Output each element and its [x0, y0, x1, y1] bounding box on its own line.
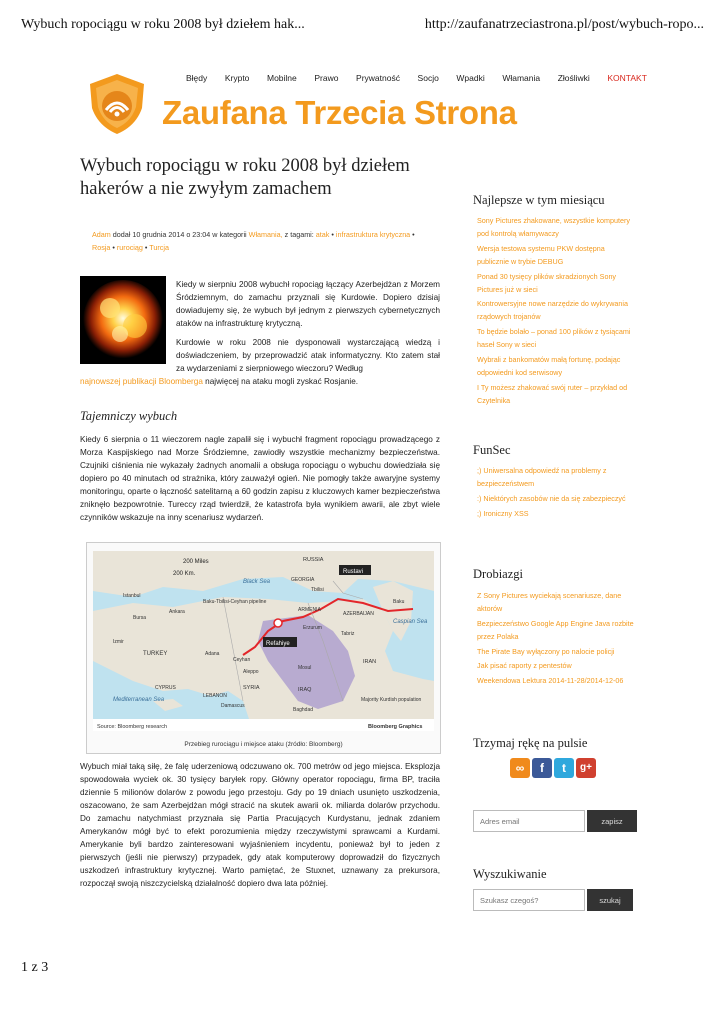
nav-item-kontakt[interactable]: KONTAKT [607, 73, 647, 83]
tag-link[interactable]: atak [315, 230, 330, 239]
list-item[interactable]: Wybrali z bankomatów małą fortunę, podając odpowiedni kod serwisowy [477, 354, 621, 377]
sidebar-heading-search: Wyszukiwanie [473, 867, 547, 881]
list-item[interactable]: Ponad 30 tysięcy plików skradzionych Sony Pictures już w sieci [477, 271, 617, 294]
map-label-aleppo: Aleppo [243, 669, 259, 675]
nav-item-krypto[interactable]: Krypto [224, 73, 250, 83]
map-scale-miles: 200 Miles [183, 559, 209, 565]
list-item[interactable]: ;) Uniwersalna odpowiedź na problemy z bezpieczeństwem [477, 466, 607, 488]
list-item[interactable]: :) Niektórych zasobów nie da się zabezpieczyć [477, 493, 626, 503]
nav-item-prawo[interactable]: Prawo [314, 73, 339, 83]
twitter-icon[interactable]: t [554, 758, 574, 778]
map-label-med-sea: Mediterranean Sea [113, 697, 165, 703]
list-item[interactable]: The Pirate Bay wyłączony po nalocie policji [477, 646, 615, 656]
nav-item-bledy[interactable]: Błędy [186, 73, 208, 83]
newsletter-form [473, 810, 637, 832]
search-form [473, 889, 633, 911]
tag-link[interactable]: rurociąg [116, 243, 143, 252]
facebook-icon[interactable]: f [532, 758, 552, 778]
map-label-bursa: Bursa [133, 615, 147, 621]
search-button[interactable]: szukaj [587, 889, 633, 911]
map-label-adana: Adana [205, 651, 220, 657]
article-paragraph: Kiedy 6 sierpnia o 11 wieczorem nagle zapalił się i wybuchł fragment ropociągu prowadzącego z Morza Kaspijskiego nad Morze Śródziemne, zawiodły wszystkie mechanizmy bezpieczeństwa. Czujniki ciśnienia nie wykazały żadnych anomalii a obsługa ropociągu o wybuchu dowiedziała się dopiero po 40 minutach od strażnika, który zauważył ogień. Nie pomogły także awaryjne systemy monitoringu, oparte o łączność satelitarną a 60 godzin zapisu z kluczowych kamer bezpieczeństwa zniknęło bezpowrotnie. Tureccy rząd twierdził, że katastrofa była wynikiem awarii, ale zbyt wiele czynników wskazuje na inny scenariusz wydarzeń. [80, 435, 440, 522]
list-item[interactable]: ;) Ironiczny XSS [477, 508, 529, 518]
rss-icon[interactable]: ∞ [510, 758, 530, 778]
meta-added: dodał 10 grudnia 2014 o 23:04 w kategorii [112, 230, 247, 239]
print-page-title: Wybuch ropociągu w roku 2008 był dziełem hak... [21, 17, 305, 32]
map-label-azerbaijan: AZERBAIJAN [343, 611, 374, 617]
print-header [21, 17, 704, 37]
list-item[interactable]: I Ty możesz zhakować swój ruter – przykład od Czytelnika [477, 382, 628, 405]
paragraph-text: najwięcej na ataku mogli zyskać Rosjanie. [205, 377, 359, 386]
map-label-armenia: ARMENIA [298, 607, 321, 613]
map-label-baghdad: Baghdad [293, 707, 314, 713]
map-label-pipeline: Baku-Tbilisi-Ceyhan pipeline [203, 599, 267, 605]
social-icons [510, 758, 596, 778]
article-title: Wybuch ropociągu w roku 2008 był dziełem hakerów a nie zwyłym zamachem [80, 156, 410, 199]
pipeline-map-figure [86, 542, 441, 754]
map-label-lebanon: LEBANON [203, 693, 227, 699]
author-link[interactable]: Adam [92, 230, 111, 239]
print-page-url: http://zaufanatrzeciastrona.pl/post/wybuch-ropo... [424, 17, 704, 32]
list-item[interactable]: Jak pisać raporty z pentestów [477, 661, 572, 671]
map-label-refahiye: Refahiye [266, 641, 290, 647]
subscribe-button[interactable]: zapisz [587, 810, 637, 832]
nav-item-socjo[interactable]: Socjo [417, 73, 439, 83]
map-credit: Bloomberg Graphics [368, 724, 423, 730]
article-paragraph: Kiedy w sierpniu 2008 wybuchł ropociąg łączący Azerbejdżan z Morzem Śródziemnym, do zamachu przyznali się Kurdowie. Dopiero dzisiaj dowiadujemy się, że wybuch był jednym z pierwszych cybernetycznych ataków na infrastrukturę krytyczną. [176, 280, 440, 328]
article-paragraph-cont [80, 375, 440, 388]
list-item[interactable]: Wersja testowa systemu PKW dostępna publicznie w trybie DEBUG [477, 243, 605, 266]
map-label-mosul: Mosul [298, 665, 312, 671]
search-input[interactable] [473, 889, 585, 911]
map-label-iraq: IRAQ [298, 687, 312, 693]
map-label-tabriz: Tabriz [341, 631, 355, 637]
paragraph-text: Kurdowie w roku 2008 nie dysponowali wystarczającą wiedzą i doświadczeniem, by przeprowadzić atak informatyczny. Kto zatem stał za wydarzeniami z sierpniowego wieczoru? Według [176, 338, 440, 373]
list-item[interactable]: To będzie bolało – ponad 100 plików z tysiącami haseł Sony w sieci [477, 327, 631, 350]
article-paragraph: Wybuch miał taką siłę, że falę uderzeniową odczuwano ok. 700 metrów od jego miejsca. Eksplozja spowodowała wyciek ok. 30 tysięcy baryłek ropy. Główny operator ropociągu, firma BP, traciła dziennie 5 milionów dolarów z powodu jego przestoju. Gdy po 19 dniach usunięto uszkodzenia, oszacowano, że sam Azerbejdżan mógł stracić na skutek awarii ok. miliarda dolarów przychodu. Do zamachu natychmiast przyznała się Partia Pracujących Kurdystanu, jednak zdaniem Amerykanów mógł być to efekt porozumienia między rzeczywistymi sprawcami a Kurdami. Amerykanie byli bardzo zainteresowani wyjaśnieniem incydentu, ponieważ był to jeden z pierwszych (jeśli nie pierwszy) przypadek, gdy atak komputerowy doprowadził do fizycznych uszkodzeń infrastruktury krytycznej. Warto pamiętać, że Stuxnet, uznawany za prekursora, rozpoczął swoją niszczycielską działalność dopiero dwa lata później. [80, 762, 440, 888]
site-title[interactable]: Zaufana Trzecia Strona [162, 94, 517, 131]
sidebar-heading-best: Najlepsze w tym miesiącu [473, 193, 605, 207]
map-label-damascus: Damascus [221, 703, 245, 709]
print-page-number: 1 z 3 [21, 960, 49, 975]
tag-link[interactable]: Turcja [149, 243, 169, 252]
map-source: Source: Bloomberg research [97, 724, 168, 730]
map-label-erzurum: Erzurum [303, 625, 322, 631]
map-scale-km: 200 Km. [173, 571, 196, 577]
map-label-ceyhan: Ceyhan [233, 657, 251, 663]
map-label-syria: SYRIA [243, 685, 260, 691]
nav-item-prywatnosc[interactable]: Prywatność [356, 73, 400, 83]
map-label-tbilisi: Tbilisi [311, 587, 324, 593]
drobiazgi-list [477, 589, 637, 689]
list-item[interactable]: Weekendowa Lektura 2014-11-28/2014-12-06 [477, 676, 624, 686]
tag-link[interactable]: Rosja [92, 243, 111, 252]
sidebar-heading-trzymaj: Trzymaj rękę na pulsie [473, 736, 588, 750]
map-label-baku: Baku [393, 599, 405, 605]
article-meta: Adam dodał 10 grudnia 2014 o 23:04 w kategorii Włamania, z tagami: atak • infrastruktura krytyczna • Rosja • rurociąg • Turcja [92, 230, 415, 252]
email-field[interactable] [473, 810, 585, 832]
list-item[interactable]: Bezpieczeństwo Google App Engine Java rozbite przez Polaka [477, 618, 634, 641]
map-caption: Przebieg rurociągu i miejsce ataku (źródło: Bloomberg) [184, 741, 343, 748]
funsec-list [477, 464, 637, 521]
map-label-black-sea: Black Sea [243, 579, 271, 585]
map-label-izmir: Izmir [113, 639, 124, 645]
tag-link[interactable]: infrastruktura krytyczna [335, 230, 411, 239]
pipeline-map[interactable] [93, 551, 434, 731]
bloomberg-link[interactable]: najnowszej publikacji Bloomberga [80, 377, 203, 386]
nav-item-wpadki[interactable]: Wpadki [456, 73, 485, 83]
main-nav [186, 73, 647, 87]
google-plus-icon[interactable]: g+ [576, 758, 596, 778]
map-label-georgia: GEORGIA [291, 577, 315, 583]
section-heading: Tajemniczy wybuch [80, 409, 178, 423]
map-label-turkey: TURKEY [143, 651, 168, 657]
map-label-kurdish: Majority Kurdish population [361, 697, 422, 703]
sidebar-heading-funsec: FunSec [473, 443, 511, 457]
best-articles-list [477, 214, 637, 409]
sidebar-heading-drobiazgi: Drobiazgi [473, 567, 523, 581]
list-item[interactable]: Z Sony Pictures wyciekają scenariusze, dane aktorów [477, 591, 622, 613]
list-item[interactable]: Sony Pictures zhakowane, wszystkie komputery pod kontrolą włamywaczy [477, 216, 630, 238]
category-link[interactable]: Włamania, [248, 230, 283, 239]
shield-logo-icon[interactable] [86, 72, 148, 136]
map-label-ankara: Ankara [169, 609, 185, 615]
map-label-caspian-sea: Caspian Sea [393, 619, 428, 625]
map-label-iran: IRAN [363, 659, 377, 665]
map-label-cyprus: CYPRUS [155, 685, 176, 691]
map-label-rustavi: Rustavi [343, 569, 364, 575]
map-label-russia: RUSSIA [303, 557, 324, 563]
tags-label: z tagami: [284, 230, 314, 239]
list-item[interactable]: Kontrowersyjne nowe narzędzie do wykrywania rządowych trojanów [477, 299, 629, 322]
explosion-image [80, 276, 166, 364]
article-paragraph [176, 336, 440, 375]
nav-item-wlamania[interactable]: Włamania [502, 73, 541, 83]
map-label-istanbul: Istanbul [123, 593, 141, 599]
nav-item-mobilne[interactable]: Mobilne [267, 73, 297, 83]
nav-item-zlosliwki[interactable]: Złośliwki [557, 73, 590, 83]
